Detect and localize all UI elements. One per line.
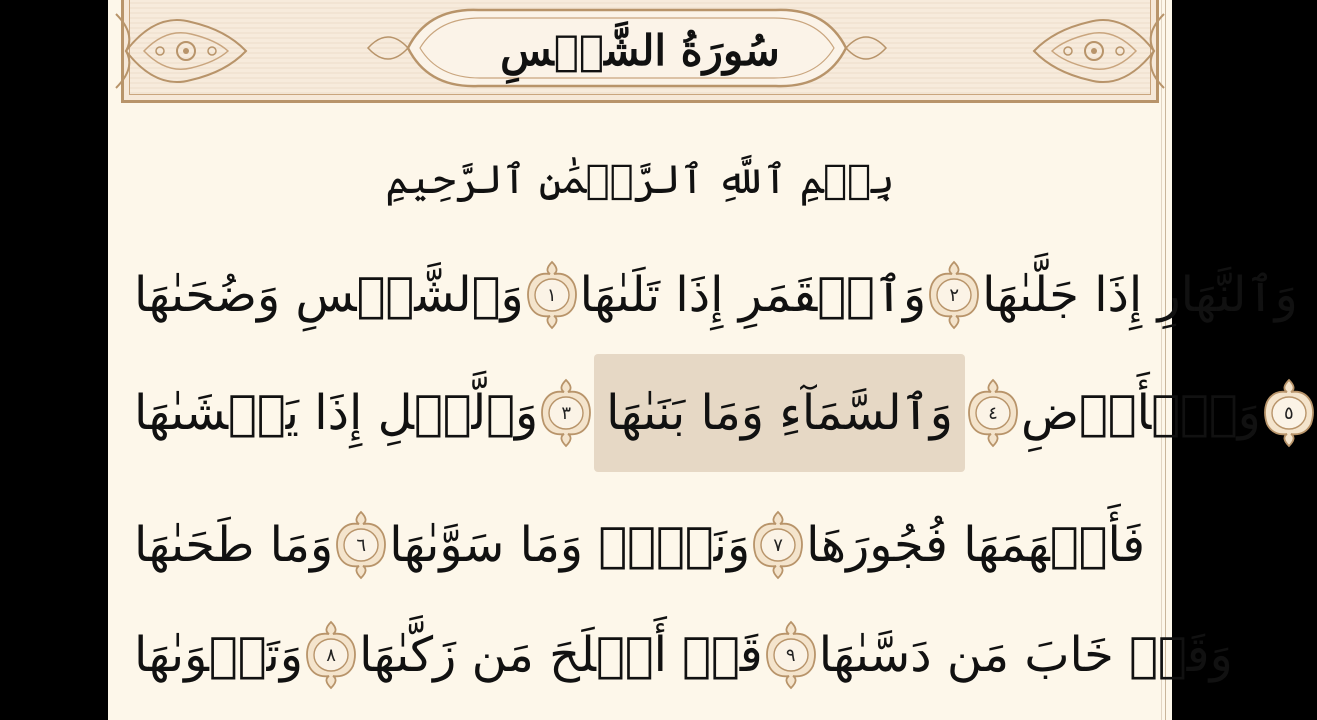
surah-title: سُورَةُ الشَّمۡسِ [500, 25, 780, 75]
ayah-number: ٦ [356, 534, 367, 556]
verse-text: وَٱلَّيۡلِ إِذَا يَغۡشَىٰهَا [134, 385, 539, 441]
verse-line [134, 250, 1298, 340]
verse-text: وَقَدۡ خَابَ مَن دَسَّىٰهَا [818, 627, 1233, 683]
ayah-number-marker [524, 260, 580, 330]
verse-text: فَأَلۡهَمَهَا فُجُورَهَا [806, 517, 1146, 573]
basmala: بِسۡمِ ٱللَّهِ ٱلرَّحۡمَٰنِ ٱلرَّحِيمِ [385, 157, 895, 203]
verse-line [134, 610, 1233, 700]
ayah-number: ٧ [773, 534, 783, 556]
verse-text: وَٱلشَّمۡسِ وَضُحَىٰهَا [134, 267, 524, 323]
ayah-number-marker [763, 620, 819, 690]
ayah-number: ٣ [561, 402, 571, 424]
ayah-number: ٨ [326, 644, 336, 666]
ayah-number-marker [750, 510, 806, 580]
verse-text: وَٱلۡقَمَرِ إِذَا تَلَىٰهَا [579, 267, 927, 323]
verse-text: وَمَا طَحَىٰهَا [134, 517, 334, 573]
verse-line [134, 500, 1144, 590]
ayah-number-marker [303, 620, 359, 690]
ayah-number-marker [926, 260, 982, 330]
mushaf-page [108, 0, 1298, 720]
ayah-number-marker [333, 510, 389, 580]
ayah-number: ٤ [988, 402, 998, 424]
ayah-number: ١ [546, 284, 557, 306]
ayah-number: ٢ [949, 284, 959, 306]
ayah-number-marker [538, 378, 594, 448]
highlighted-verse-text: وَٱلسَّمَآءِ وَمَا بَنَىٰهَا [594, 354, 965, 472]
verse-text: وَٱلۡأَرۡضِ [1020, 385, 1261, 441]
verse-text: وَٱلنَّهَارِ إِذَا جَلَّىٰهَا [982, 267, 1298, 323]
ayah-number-marker [1261, 378, 1317, 448]
verse-text: وَتَقۡوَىٰهَا [134, 627, 304, 683]
ayah-number: ٥ [1284, 402, 1294, 424]
ayah-number: ٩ [785, 644, 796, 666]
ayah-number-marker [965, 378, 1021, 448]
verse-line [134, 368, 1294, 458]
verse-text: قَدۡ أَفۡلَحَ مَن زَكَّىٰهَا [359, 627, 763, 683]
verse-text: وَنَفۡسٖ وَمَا سَوَّىٰهَا [389, 517, 751, 573]
